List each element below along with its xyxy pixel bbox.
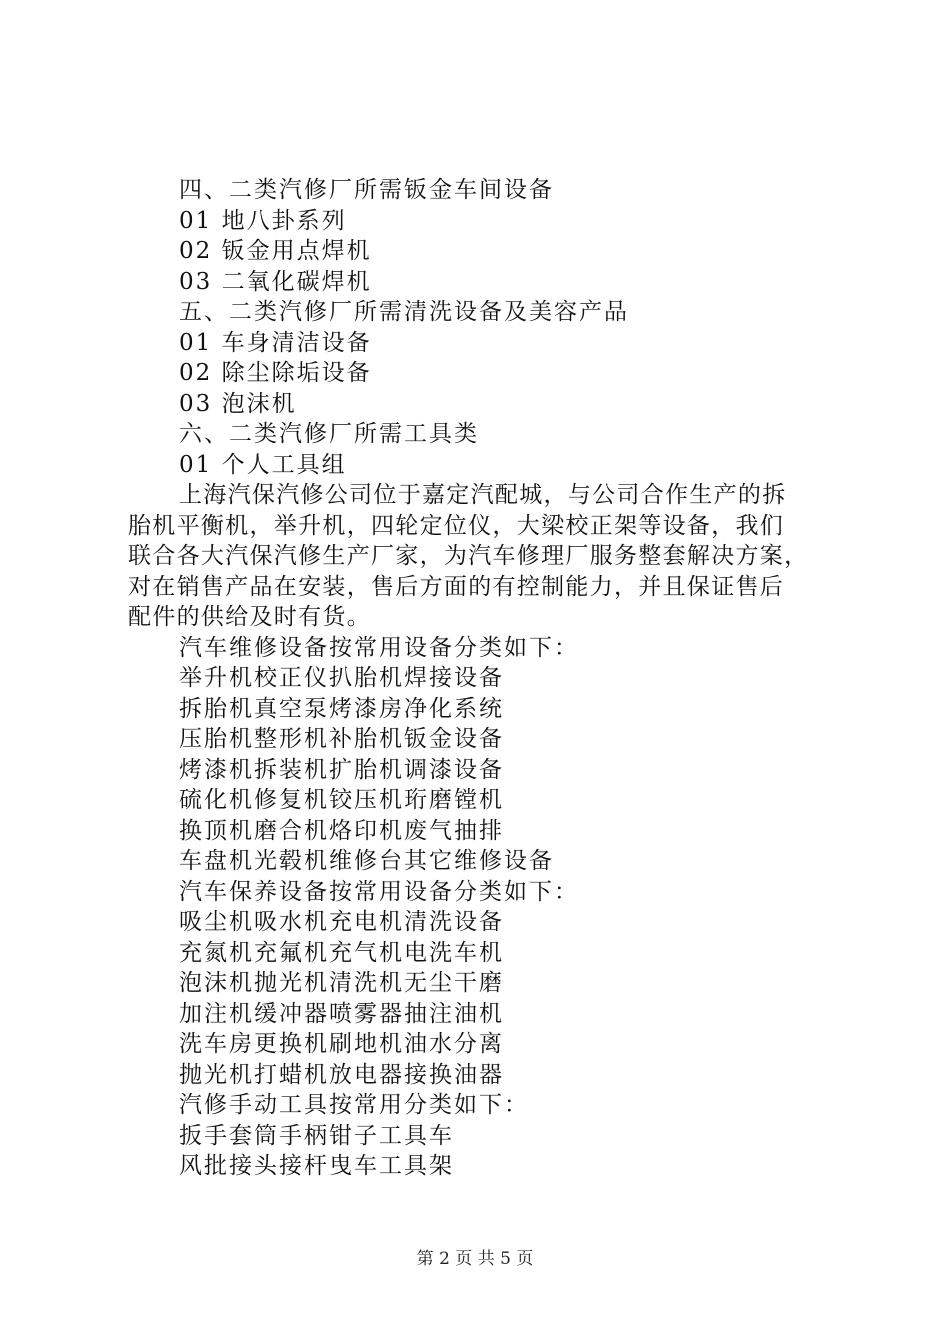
text-line: 充氮机充氟机充气机电洗车机 <box>179 939 504 966</box>
text-line: 六、二类汽修厂所需工具类 <box>179 421 479 447</box>
text-line: 五、二类汽修厂所需清洗设备及美容产品 <box>179 299 629 325</box>
paragraph-line: 配件的供给及时有货。 <box>128 604 371 630</box>
page-footer: 第 2 页 共 5 页 <box>416 1249 534 1269</box>
paragraph-line: 联合各大汽保汽修生产厂家，为汽车修理厂服务整套解决方案， <box>128 543 809 569</box>
text-line: 扳手套筒手柄钳子工具车 <box>179 1122 454 1149</box>
text-line: 03 泡沫机 <box>179 390 297 417</box>
document-body <box>128 175 833 1182</box>
text-line: 01 个人工具组 <box>179 451 347 478</box>
text-line: 吸尘机吸水机充电机清洗设备 <box>179 909 504 935</box>
text-line: 拆胎机真空泵烤漆房净化系统 <box>179 695 504 722</box>
text-line: 车盘机光毂机维修台其它维修设备 <box>179 848 554 874</box>
company-paragraph <box>128 480 833 633</box>
text-line: 01 车身清洁设备 <box>179 329 372 356</box>
text-line: 举升机校正仪扒胎机焊接设备 <box>179 665 504 691</box>
text-line: 汽车保养设备按常用设备分类如下： <box>179 878 579 905</box>
text-line: 烤漆机拆装机扩胎机调漆设备 <box>179 756 504 783</box>
text-line: 四、二类汽修厂所需钣金车间设备 <box>179 177 554 203</box>
text-line: 换顶机磨合机烙印机废气抽排 <box>179 817 504 844</box>
paragraph-line: 胎机平衡机，举升机，四轮定位仪，大梁校正架等设备，我们 <box>128 512 785 539</box>
text-line: 洗车房更换机刷地机油水分离 <box>179 1031 504 1057</box>
text-line: 汽修手动工具按常用分类如下： <box>179 1092 529 1118</box>
text-line: 硫化机修复机铰压机珩磨镗机 <box>179 787 504 813</box>
paragraph-line: 对在销售产品在安装，售后方面的有控制能力，并且保证售后 <box>128 573 785 600</box>
text-line: 抛光机打蜡机放电器接换油器 <box>179 1061 504 1088</box>
text-line: 压胎机整形机补胎机钣金设备 <box>179 726 504 752</box>
text-line: 加注机缓冲器喷雾器抽注油机 <box>179 1000 504 1027</box>
text-line: 泡沫机抛光机清洗机无尘干磨 <box>179 970 504 996</box>
text-line: 02 除尘除垢设备 <box>179 360 372 386</box>
paragraph-line: 上海汽保汽修公司位于嘉定汽配城，与公司合作生产的拆 <box>179 482 787 508</box>
text-line: 汽车维修设备按常用设备分类如下： <box>179 634 579 661</box>
text-line: 02 钣金用点焊机 <box>179 238 372 264</box>
section-list-bottom <box>128 633 833 1182</box>
text-line: 风批接头接杆曳车工具架 <box>179 1153 454 1179</box>
text-line: 03 二氧化碳焊机 <box>179 268 372 295</box>
section-list-top <box>128 175 833 480</box>
text-line: 01 地八卦系列 <box>179 207 347 234</box>
